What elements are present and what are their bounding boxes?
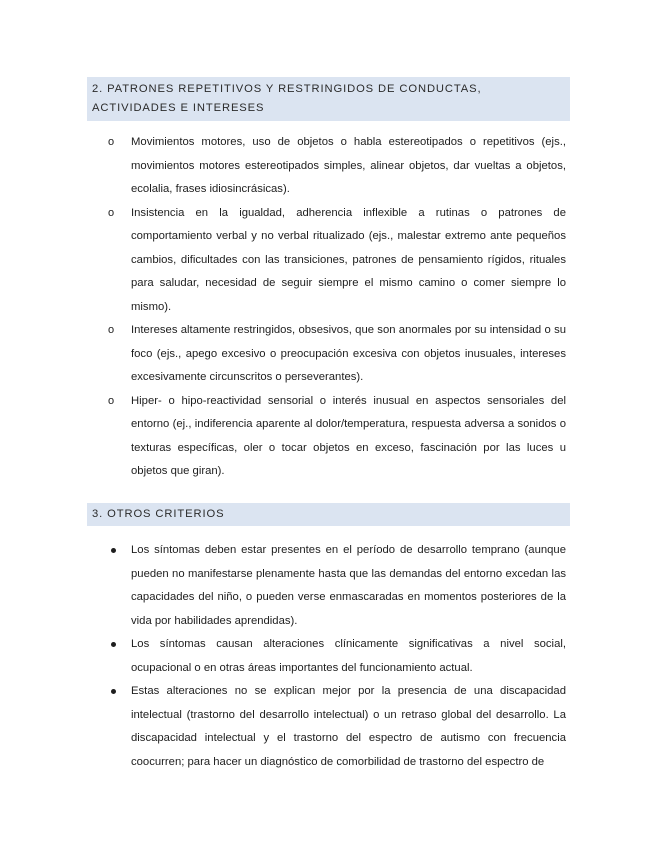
list-item [131,633,566,680]
list-item-text: Intereses altamente restringidos, obsesivos, que son anormales por su intensidad o su foco (ejs., apego excesivo o preocupación excesiva con objetos inusuales, intereses excesivamente circunscritos o perseverantes). [131,324,566,383]
list-item-text: Hiper- o hipo-reactividad sensorial o interés inusual en aspectos sensoriales del entorno (ej., indiferencia aparente al dolor/temperatura, respuesta adversa a sonidos o texturas específicas, oler o tocar objetos en exceso, fascinación por las luces u objetos que giran). [131,394,566,477]
restricted-patterns-list [0,131,566,484]
other-criteria-list [0,539,566,774]
list-item [131,680,566,774]
list-item-text: Los síntomas deben estar presentes en el período de desarrollo temprano (aunque pueden no manifestarse plenamente hasta que las demandas del entorno excedan las capacidades del niño, o pueden verse enmascaradas en momentos posteriores de la vida por habilidades aprendidas). [131,544,566,627]
list-item-text: Los síntomas causan alteraciones clínicamente significativas a nivel social, ocupacional o en otras áreas importantes del funcionamiento actual. [131,638,566,674]
list-item [131,539,566,633]
list-item-text: Estas alteraciones no se explican mejor por la presencia de una discapacidad intelectual (trastorno del desarrollo intelectual) o un retraso global del desarrollo. La discapacidad intelectual y el trastorno del espectro de autismo con frecuencia coocurren; para hacer un diagnóstico de comorbilidad de trastorno del espectro de [131,685,566,768]
bullet-icon [111,689,116,694]
list-item [108,131,566,202]
list-item [108,202,566,320]
list-marker: o [108,136,115,148]
list-marker: o [108,206,115,219]
list-item [108,319,566,390]
bullet-icon [111,548,116,553]
list-item [108,390,566,484]
bullet-icon [111,642,116,647]
section-header-other-criteria: 3. OTROS CRITERIOS [87,503,570,526]
list-item-text: Movimientos motores, uso de objetos o habla estereotipados o repetitivos (ejs., movimientos motores estereotipados simples, alinear objetos, dar vueltas a objetos, ecolalia, frases idiosincrásicas). [131,136,566,195]
list-item-text: Insistencia en la igualdad, adherencia inflexible a rutinas o patrones de comportamiento verbal y no verbal ritualizado (ejs., malestar extremo ante pequeños cambios, dificultades con las transiciones, patrones de pensamiento rígidos, rituales para saludar, necesidad de seguir siempre el mismo camino o comer siempre lo mismo). [131,206,566,313]
section-header-restricted-patterns: 2. PATRONES REPETITIVOS Y RESTRINGIDOS DE CONDUCTAS, ACTIVIDADES E INTERESES [87,77,570,121]
list-marker: o [108,324,115,336]
list-marker: o [108,394,115,407]
